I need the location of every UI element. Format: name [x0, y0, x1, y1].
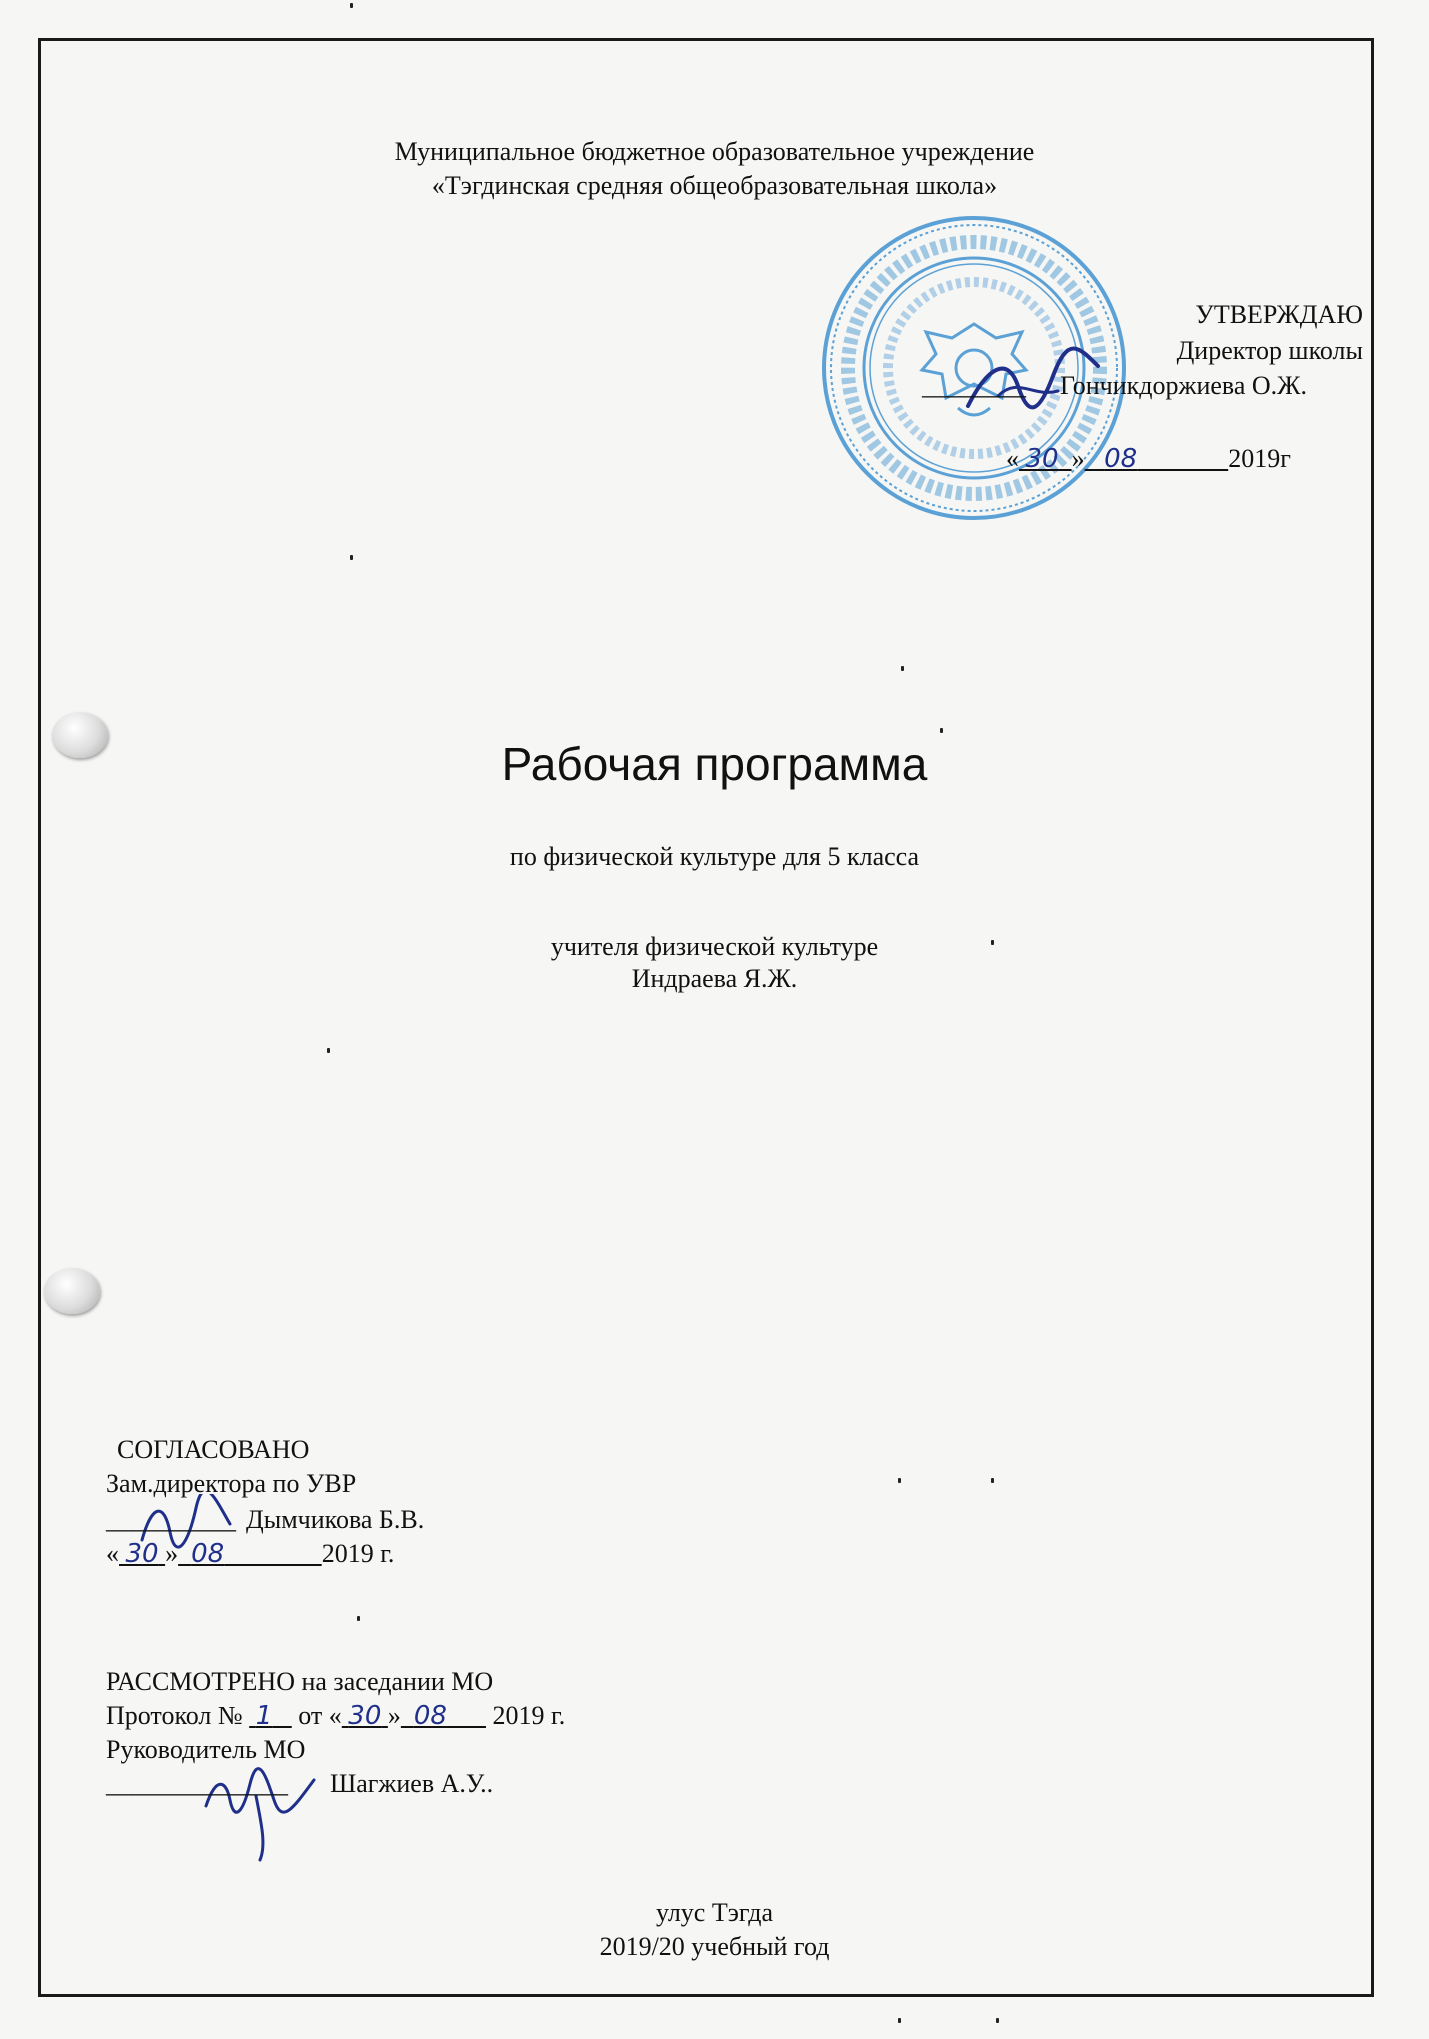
reviewed-signature-line: ______________: [106, 1769, 288, 1798]
approval-position: Директор школы: [1176, 336, 1363, 365]
approval-date-close: »: [1071, 444, 1085, 473]
approval-date-open: «: [1006, 444, 1019, 473]
scan-speck: [901, 666, 904, 671]
protocol-prefix: Протокол №: [106, 1701, 243, 1730]
protocol-month: 08: [413, 1701, 447, 1731]
scan-speck: [940, 728, 943, 733]
reviewed-head-name: Шагжиев А.У..: [330, 1769, 494, 1798]
scan-speck: [350, 555, 353, 560]
approval-signature-line: ________: [922, 371, 1026, 400]
agreed-date-open: «: [106, 1539, 119, 1568]
reviewed-heading: РАССМОТРЕНО на заседании МО: [106, 1667, 494, 1696]
scan-speck: [898, 1478, 901, 1483]
approval-name: Гончикдоржиева О.Ж.: [1060, 371, 1307, 400]
scan-speck: [996, 2018, 999, 2023]
institution-name-line1: Муниципальное бюджетное образовательное учреждение: [394, 137, 1035, 166]
agreed-title: СОГЛАСОВАНО: [117, 1435, 310, 1464]
approval-date-year: 2019г: [1228, 444, 1291, 473]
agreed-date-month: 08: [191, 1539, 225, 1569]
agreed-date-year: 2019 г.: [321, 1539, 395, 1568]
scan-speck: [991, 1478, 994, 1483]
scan-speck: [350, 3, 353, 8]
agreed-date-line: [106, 1538, 394, 1570]
agreed-position: Зам.директора по УВР: [106, 1469, 357, 1498]
program-subject: по физической культуре для 5 класса: [509, 842, 920, 871]
agreed-date-day: 30: [125, 1539, 159, 1569]
protocol-close: »: [387, 1701, 401, 1730]
agreed-signature-line: __________: [106, 1505, 236, 1534]
scan-speck: [898, 2018, 901, 2023]
scan-speck: [327, 1048, 330, 1053]
teacher-role: учителя физической культуре: [550, 932, 879, 961]
institution-name-line2: «Тэгдинская средняя общеобразовательная школа»: [431, 171, 998, 200]
approval-title: УТВЕРЖДАЮ: [1195, 300, 1363, 329]
teacher-name: Индраева Я.Ж.: [631, 964, 798, 993]
agreed-name: Дымчикова Б.В.: [246, 1505, 425, 1534]
scan-speck: [357, 1616, 360, 1621]
approval-date-day: 30: [1025, 444, 1059, 474]
protocol-year: 2019 г.: [492, 1701, 566, 1730]
approval-date-month: 08: [1104, 444, 1138, 474]
punch-hole-bottom: [44, 1268, 100, 1314]
document-title: Рабочая программа: [501, 738, 928, 790]
reviewed-head-label: Руководитель МО: [106, 1735, 306, 1764]
protocol-from: от «: [298, 1701, 342, 1730]
approval-date-line: [1006, 443, 1291, 475]
footer-place: улус Тэгда: [655, 1898, 774, 1927]
agreed-date-close: »: [165, 1539, 179, 1568]
protocol-line: [106, 1700, 565, 1732]
protocol-number: 1: [255, 1701, 273, 1731]
footer-academic-year: 2019/20 учебный год: [599, 1932, 830, 1961]
protocol-day: 30: [348, 1701, 382, 1731]
